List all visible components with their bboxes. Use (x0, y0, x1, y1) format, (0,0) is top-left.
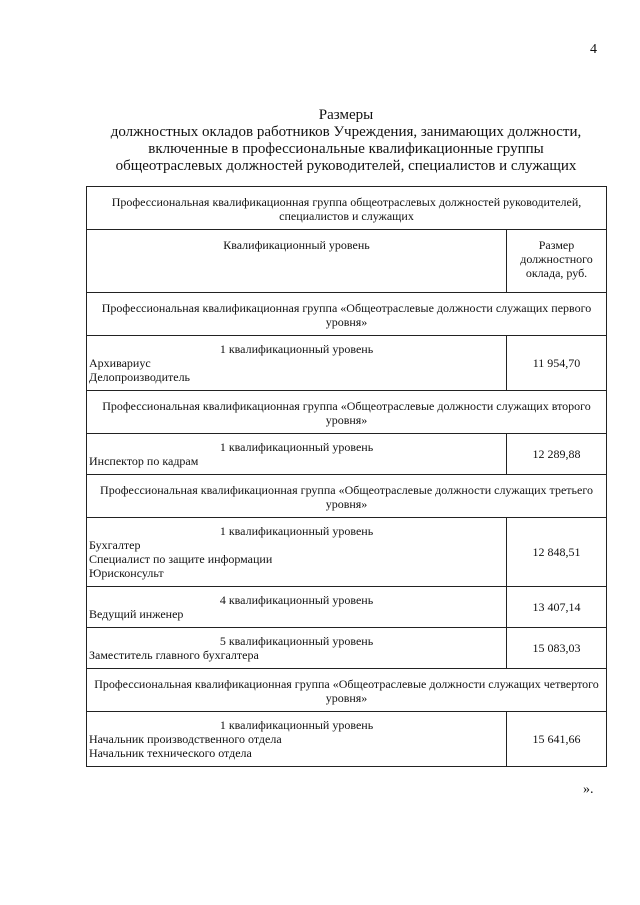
table-row (87, 230, 607, 293)
level-cell (87, 628, 507, 669)
position-name: Делопроизводитель (89, 370, 191, 384)
title-line: должностных окладов работников Учреждения, занимающих должности, (110, 124, 582, 140)
table-row (87, 669, 607, 712)
level-cell (87, 518, 507, 587)
table-row (87, 391, 607, 434)
position-name: Начальник производственного отдела (89, 732, 282, 746)
table-row (87, 187, 607, 230)
table-row (87, 475, 607, 518)
table-row (87, 293, 607, 336)
position-name: Специалист по защите информации (89, 552, 273, 566)
table-row (87, 518, 607, 587)
groups-body (87, 293, 607, 767)
level-cell (87, 434, 507, 475)
table-row (87, 336, 607, 391)
salary-value: 12 848,51 (507, 518, 607, 587)
group-title: Профессиональная квалификационная группа «Общеотраслевые должности служащих второго уровня» (87, 391, 607, 434)
table-row (87, 434, 607, 475)
position-name: Начальник технического отдела (89, 746, 252, 760)
position-name: Заместитель главного бухгалтера (89, 648, 259, 662)
position-name: Юрисконсульт (89, 566, 164, 580)
title-line: включенные в профессиональные квалификационные группы (148, 141, 544, 157)
qualification-level: 1 квалификационный уровень (219, 718, 374, 732)
table-row (87, 587, 607, 628)
qualification-level: 5 квалификационный уровень (219, 634, 374, 648)
closing-quote-mark: ». (583, 782, 594, 797)
title-line: Размеры (318, 107, 374, 123)
level-cell (87, 712, 507, 767)
position-name: Бухгалтер (89, 538, 141, 552)
qualification-level: 1 квалификационный уровень (219, 342, 374, 356)
salary-value: 15 641,66 (507, 712, 607, 767)
salary-table (86, 186, 607, 767)
qualification-level: 1 квалификационный уровень (219, 524, 374, 538)
group-title: Профессиональная квалификационная группа «Общеотраслевые должности служащих первого уровня» (87, 293, 607, 336)
main-group-header: Профессиональная квалификационная группа общеотраслевых должностей руководителей, специалистов и служащих (87, 187, 607, 230)
position-name: Ведущий инженер (89, 607, 184, 621)
salary-value: 12 289,88 (507, 434, 607, 475)
table-row (87, 712, 607, 767)
table-row (87, 628, 607, 669)
salary-value: 11 954,70 (507, 336, 607, 391)
group-title: Профессиональная квалификационная группа «Общеотраслевые должности служащих третьего уровня» (87, 475, 607, 518)
column-header-salary: Размер должностного оклада, руб. (507, 230, 607, 293)
page-number: 4 (590, 42, 597, 57)
salary-value: 13 407,14 (507, 587, 607, 628)
column-header-level: Квалификационный уровень (87, 230, 507, 293)
level-cell (87, 587, 507, 628)
qualification-level: 1 квалификационный уровень (219, 440, 374, 454)
salary-value: 15 083,03 (507, 628, 607, 669)
level-cell (87, 336, 507, 391)
qualification-level: 4 квалификационный уровень (219, 593, 374, 607)
position-name: Архивариус (89, 356, 151, 370)
title-line: общеотраслевых должностей руководителей, специалистов и служащих (115, 158, 577, 174)
document-title (86, 107, 606, 175)
position-name: Инспектор по кадрам (89, 454, 199, 468)
group-title: Профессиональная квалификационная группа «Общеотраслевые должности служащих четвертого уровня» (87, 669, 607, 712)
